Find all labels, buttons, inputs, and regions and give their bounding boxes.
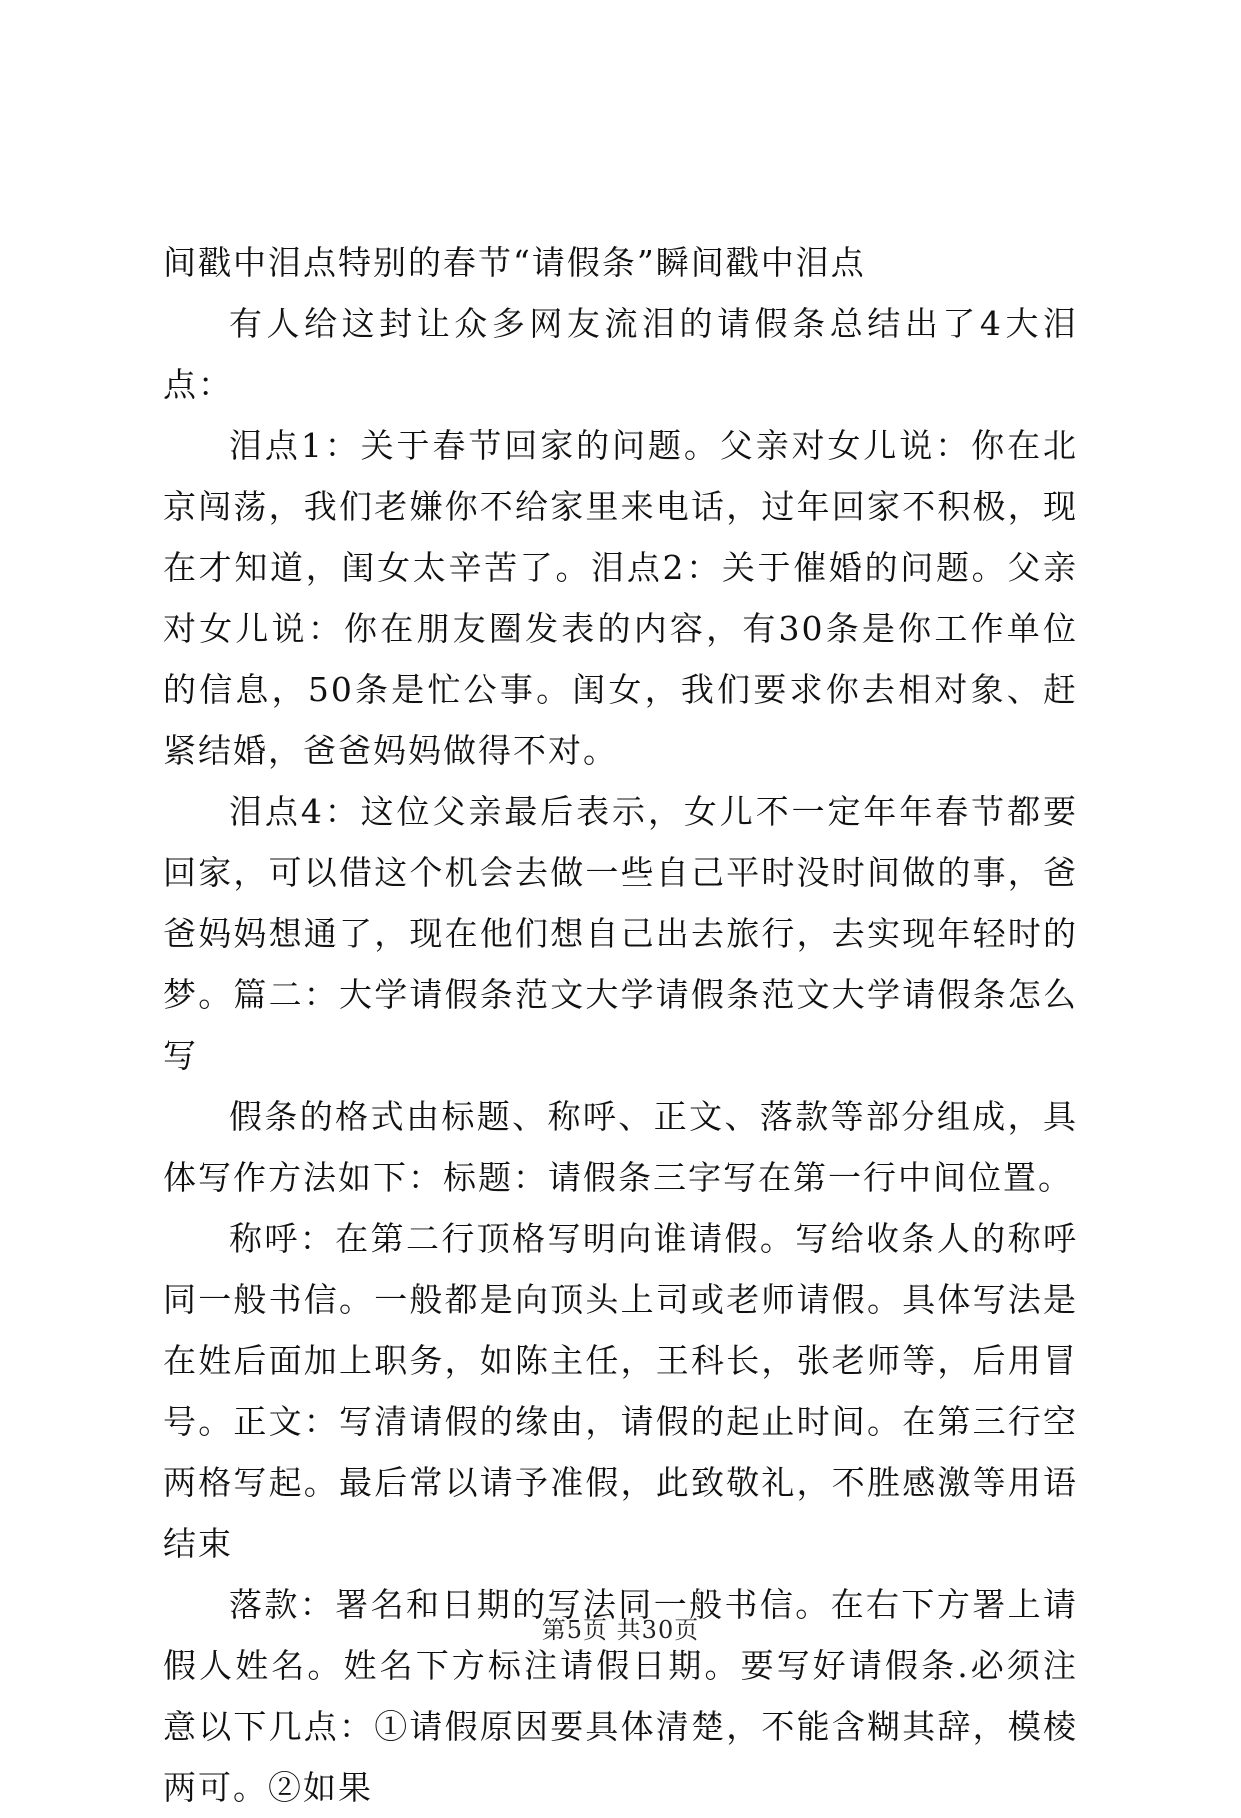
paragraph: 泪点4：这位父亲最后表示，女儿不一定年年春节都要回家，可以借这个机会去做一些自己平时没时间做的事，爸爸妈妈想通了，现在他们想自己出去旅行，去实现年轻时的梦。篇二：大学请假条范文大学请假条范文大学请假条怎么写	[163, 792, 1078, 1075]
paragraph: 有人给这封让众多网友流泪的请假条总结出了4大泪点：	[163, 304, 1078, 404]
paragraph-title-line: 间戳中泪点特别的春节“请假条”瞬间戳中泪点	[163, 243, 866, 282]
paragraph: 泪点1：关于春节回家的问题。父亲对女儿说：你在北京闯荡，我们老嫌你不给家里来电话，过年回家不积极，现在才知道，闺女太辛苦了。泪点2：关于催婚的问题。父亲对女儿说：你在朋友圈发表的内容，有30条是你工作单位的信息，50条是忙公事。闺女，我们要求你去相对象、赶紧结婚，爸爸妈妈做得不对。	[163, 426, 1078, 770]
document-body	[163, 232, 1078, 1818]
page-number-footer: 第5页 共30页	[541, 1616, 700, 1644]
paragraph: 称呼：在第二行顶格写明向谁请假。写给收条人的称呼同一般书信。一般都是向顶头上司或老师请假。具体写法是在姓后面加上职务，如陈主任，王科长，张老师等，后用冒号。正文：写清请假的缘由，请假的起止时间。在第三行空两格写起。最后常以请予准假，此致敬礼，不胜感激等用语结束	[163, 1219, 1078, 1563]
paragraph: 落款：署名和日期的写法同一般书信。在右下方署上请假人姓名。姓名下方标注请假日期。要写好请假条.必须注意以下几点：①请假原因要具体清楚，不能含糊其辞，模棱两可。②如果	[163, 1585, 1078, 1807]
paragraph: 假条的格式由标题、称呼、正文、落款等部分组成，具体写作方法如下：标题：请假条三字写在第一行中间位置。	[163, 1097, 1078, 1197]
